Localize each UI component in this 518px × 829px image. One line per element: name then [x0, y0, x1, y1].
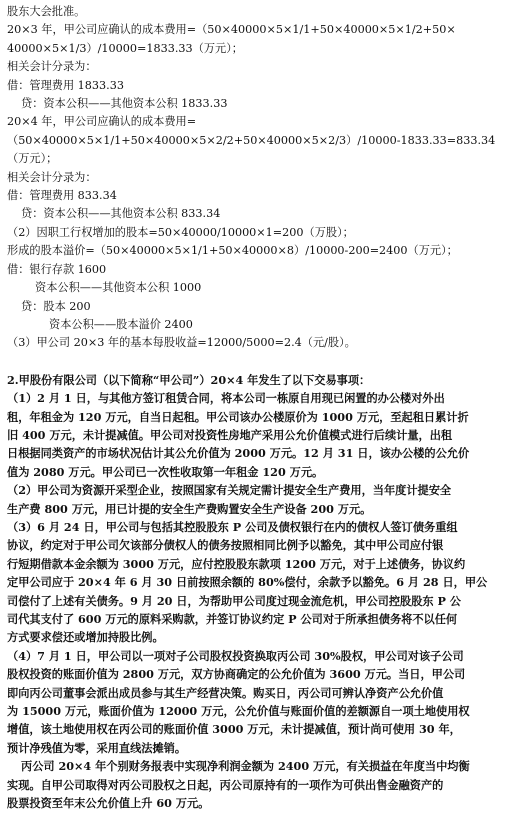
question-line: （3）6 月 24 日，甲公司与包括其控股股东 P 公司及债权银行在内的债权人签订债务重组 [7, 519, 458, 534]
question-line: 为 15000 万元，账面价值为 12000 万元，公允价值与账面价值的差额源自一项土地使用权 [7, 704, 470, 719]
journal-debit-line: 借：管理费用 1833.33 [7, 78, 124, 92]
question-line: 股票投资至年末公允价值上升 60 万元。 [7, 796, 210, 811]
journal-credit-line: 资本公积——股本溢价 2400 [49, 317, 193, 331]
question-line: （1）2 月 1 日，与其他方签订租赁合同，将本公司一栋原自用现已闲置的办公楼对外出 [7, 391, 445, 406]
question-line: 行短期借款本金余额为 3000 万元，应付控股股东款项 1200 万元，对于上述债务，协议约 [7, 556, 466, 571]
text-line: 形成的股本溢价=（50×40000×5×1/1+50×40000×8）/10000-200=2400（万元）； [7, 244, 458, 258]
question-line: 租，年租金为 120 万元，自当日起租。甲公司该办公楼原价为 1000 万元，至起租日累计折 [7, 409, 469, 424]
question-line: 司偿付了上述有关债务。9 月 20 日，为帮助甲公司度过现金流危机，甲公司控股股东 P 公 [7, 593, 461, 608]
journal-debit-line: 借：管理费用 833.34 [7, 189, 117, 203]
question-line: 方式要求偿还或增加持股比例。 [7, 630, 164, 645]
journal-debit-line: 借：银行存款 1600 [7, 262, 107, 276]
text-line: 20×4 年，甲公司应确认的成本费用= [7, 115, 197, 129]
text-line: （2）因职工行权增加的股本=50×40000/10000×1=200（万股）； [7, 225, 354, 239]
question-line: 增值，该土地使用权在丙公司的账面价值 3000 万元，未计提减值，预计尚可使用 30 年， [7, 722, 461, 737]
question-line: 值为 2080 万元。甲公司已一次性收取第一年租金 120 万元。 [7, 464, 324, 479]
paragraph-gap [7, 353, 512, 371]
journal-debit-line: 资本公积——其他资本公积 1000 [35, 281, 202, 295]
question-line: 即向丙公司董事会派出成员参与其生产经营决策。购买日，丙公司可辨认净资产公允价值 [7, 685, 444, 700]
question-line: 实现。自甲公司取得对丙公司股权之日起，丙公司原持有的一项作为可供出售金融资产的 [7, 777, 444, 792]
text-line: 相关会计分录为： [7, 170, 97, 184]
question-title: 2.甲股份有限公司（以下简称“甲公司”）20×4 年发生了以下交易事项： [7, 372, 371, 387]
question-line: 协议，约定对于甲公司欠该部分债权人的债务按照相同比例予以豁免，其中甲公司应付银 [7, 538, 444, 553]
question-line: 丙公司 20×4 年个别财务报表中实现净利润金额为 2400 万元，有关损益在年度当中均衡 [21, 759, 470, 774]
question-line: 预计净残值为零，采用直线法摊销。 [7, 740, 187, 755]
question-line: 日根据同类资产的市场状况估计其公允价值为 2000 万元。12 月 31 日，该办公楼的公允价 [7, 446, 470, 461]
question-line: 生产费 800 万元，用已计提的安全生产费购置安全生产设备 200 万元。 [7, 501, 372, 516]
text-line: （万元）； [7, 152, 58, 166]
journal-credit-line: 贷：资本公积——其他资本公积 833.34 [21, 207, 221, 221]
question-line: 司代其支付了 600 万元的原料采购款，并签订协议约定 P 公司对于所承担债务将不以任何 [7, 612, 458, 626]
text-line: 股东大会批准。 [7, 5, 86, 18]
text-line: （3）甲公司 20×3 年的基本每股收益=12000/5000=2.4（元/股）。 [7, 336, 356, 350]
text-line: （50×40000×5×1/1+50×40000×5×2/2+50×40000×5×2/3）/10000-1833.33=833.34 [7, 133, 496, 147]
journal-credit-line: 贷：资本公积——其他资本公积 1833.33 [21, 97, 228, 111]
journal-credit-line: 贷：股本 200 [21, 299, 91, 313]
text-line: 40000×5×1/3）/10000=1833.33（万元）； [7, 41, 243, 55]
question-line: 旧 400 万元，未计提减值。甲公司对投资性房地产采用公允价值模式进行后续计量，出租 [7, 427, 453, 442]
question-line: （2）甲公司为资源开采型企业，按照国家有关规定需计提安全生产费用，当年度计提安全 [7, 483, 452, 498]
text-line: 相关会计分录为： [7, 60, 97, 74]
text-line: 20×3 年，甲公司应确认的成本费用=（50×40000×5×1/1+50×40000×5×1/2+50× [7, 23, 456, 37]
question-line: 定甲公司应于 20×4 年 6 月 30 日前按照余额的 80%偿付，余款予以豁免。6 月 28 日，甲公 [7, 575, 488, 590]
question-line: （4）7 月 1 日，甲公司以一项对子公司股权投资换取丙公司 30%股权，甲公司对该子公司 [7, 648, 464, 663]
question-line: 股权投资的账面价值为 2800 万元，双方协商确定的公允价值为 3600 万元。当日，甲公司 [7, 667, 466, 682]
